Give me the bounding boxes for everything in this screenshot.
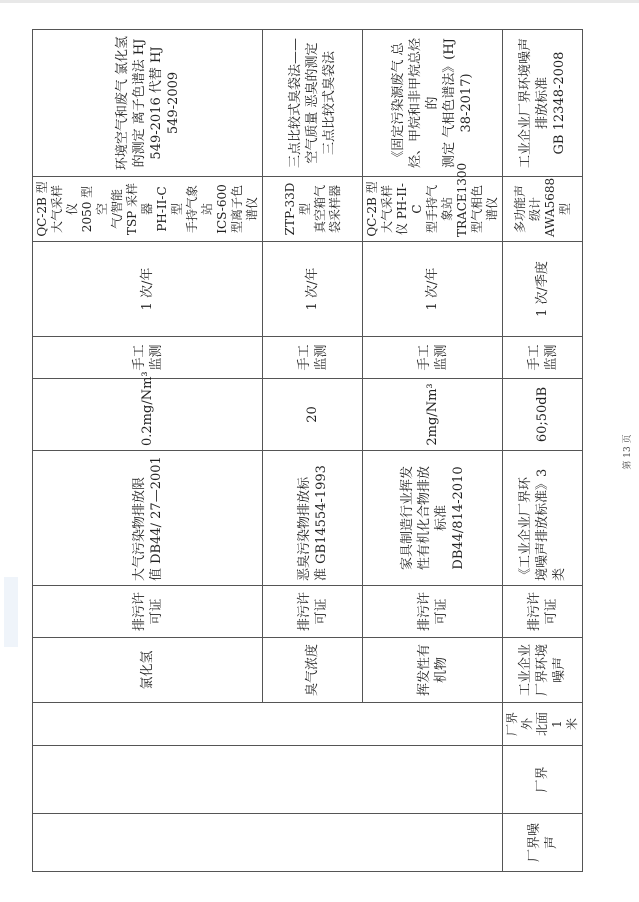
analysis-method-cell: 环境空气和废气 氯化氢 的测定 离子色谱法 HJ 549-2016 代替 HJ 549-2009 [33,30,263,177]
analysis-method-cell: 《固定污染源废气 总 烃、甲烷和非甲烷总烃的 测定 气相色谱法》(HJ 38-2017) [363,30,503,177]
monitor-category-cell: 厂界噪 声 [503,814,583,872]
limit-cell: 20 [263,379,363,451]
method-cell: 手工 监测 [33,337,263,379]
table-row [503,30,583,872]
frequency-cell: 1 次/季度 [503,242,583,337]
monitor-point-cell [33,746,503,814]
table-row [33,30,263,872]
method-cell: 手工 监测 [503,337,583,379]
instrument-cell: QC-2B 型 大气采样 仪 PH-II-C 型手持气 象站 TRACE1300 型气相色 谱仪 [363,177,503,242]
frequency-cell: 1 次/年 [363,242,503,337]
monitoring-table [32,29,583,872]
standard-name-cell: 大气污染物排放限 值 DB44/ 27—2001 [33,451,263,586]
pollutant-cell: 氯化氢 [33,638,263,703]
limit-cell: 60;50dB [503,379,583,451]
standard-type-cell: 排污许 可证 [363,586,503,638]
analysis-method-cell: 三点比较式臭袋法—— 空气质量 恶臭的测定 三点比较式臭袋法 [263,30,363,177]
instrument-cell: QC-2B 型 大气采样 仪 2050 型空 气/智能 TSP 采样器 PH-II-C 型 手持气象 站 ICS-600 型离子色 谱仪 [33,177,263,242]
limit-cell: 0.2mg/Nm³ [33,379,263,451]
frequency-cell: 1 次/年 [33,242,263,337]
standard-type-cell: 排污许 可证 [33,586,263,638]
method-cell: 手工 监测 [263,337,363,379]
page-number: 第 13 页 [623,434,633,470]
pollutant-cell: 挥发性有 机物 [363,638,503,703]
analysis-method-cell: 工业企业厂界环境噪声 排放标准 GB 12348-2008 [503,30,583,177]
frequency-cell: 1 次/年 [263,242,363,337]
standard-name-cell: 家具制造行业挥发 性有机化合物排放 标准 DB44/814-2010 [363,451,503,586]
instrument-cell: ZTP-33D 型 真空箱气 袋采样器 [263,177,363,242]
monitor-point-cell: 厂界 [503,746,583,814]
standard-type-cell: 排污许 可证 [263,586,363,638]
monitor-subpoint-cell: 厂界外 北面 1 米 [503,703,583,746]
standard-name-cell: 恶臭污染物排放标 准 GB14554-1993 [263,451,363,586]
pollutant-cell: 臭气浓度 [263,638,363,703]
limit-cell: 2mg/Nm³ [363,379,503,451]
monitor-category-cell [33,814,503,872]
standard-name-cell: 《工业企业厂界环 境噪声排放标准》3 类 [503,451,583,586]
instrument-cell: 多功能声 级计 AWA5688 型 [503,177,583,242]
monitor-subpoint-cell [33,703,503,746]
pollutant-cell: 工业企业 厂界环境 噪声 [503,638,583,703]
scan-artifact [4,577,18,647]
method-cell: 手工 监测 [363,337,503,379]
standard-type-cell: 排污许 可证 [503,586,583,638]
